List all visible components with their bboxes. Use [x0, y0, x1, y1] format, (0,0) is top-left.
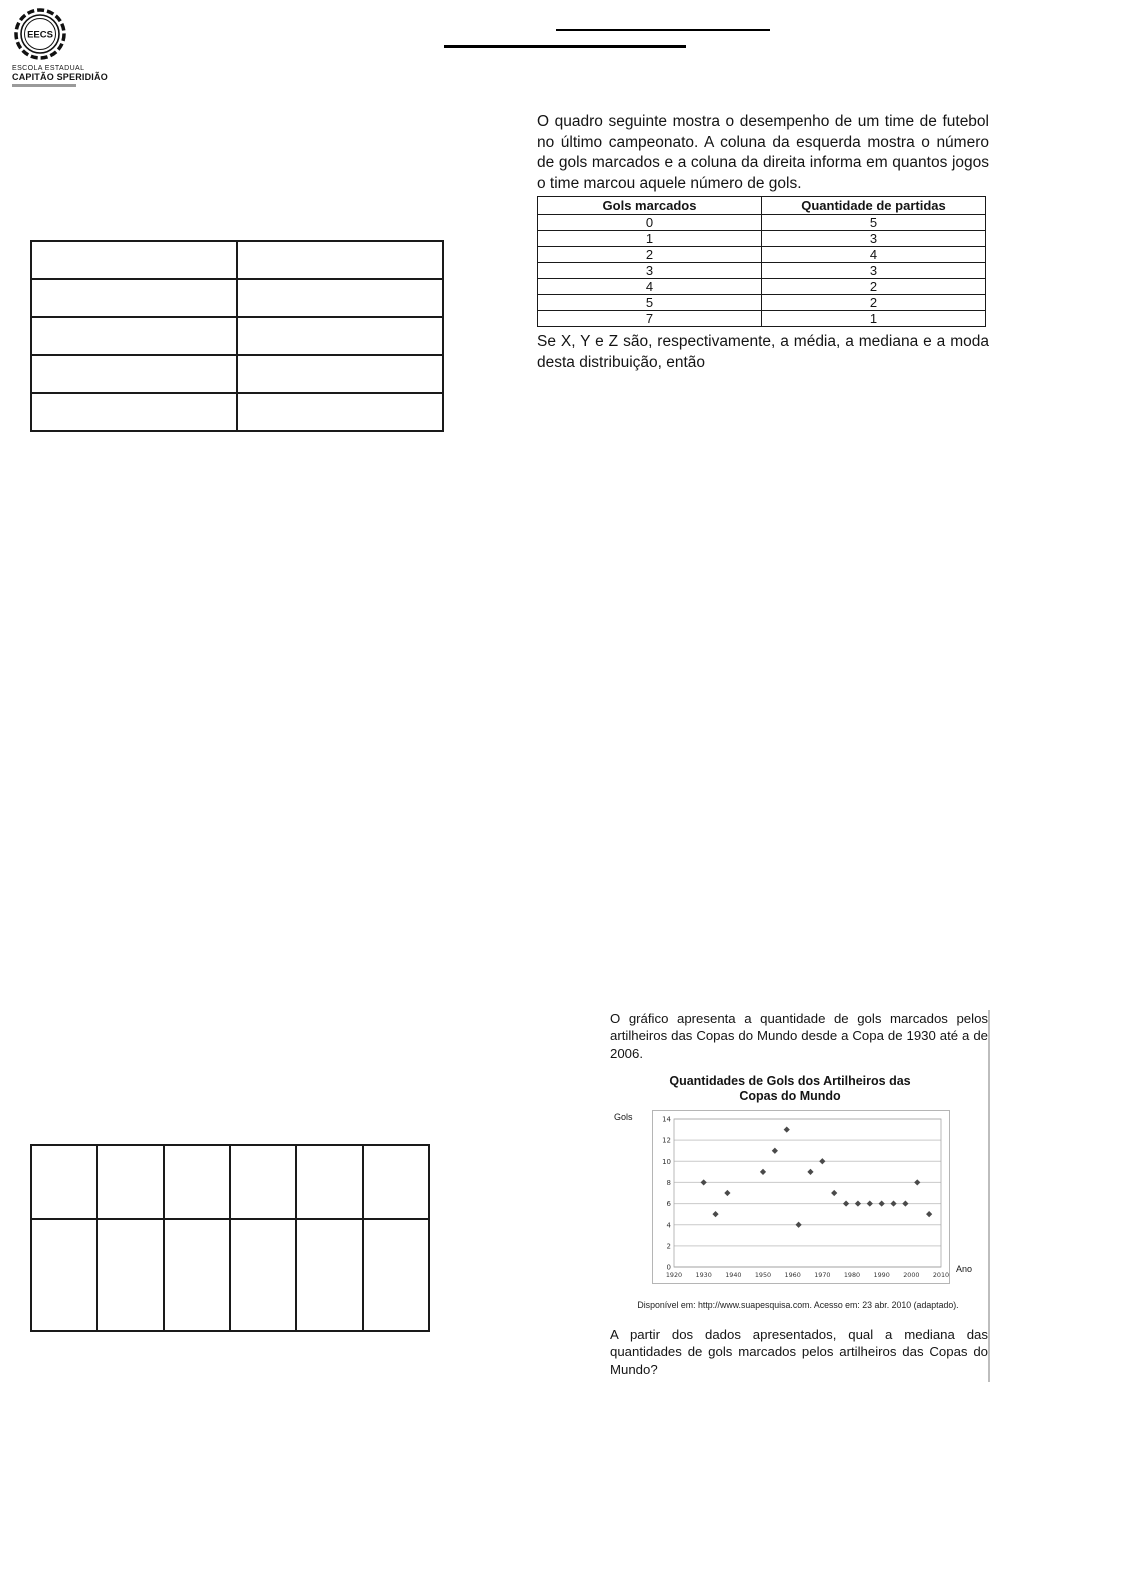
school-logo: [12, 6, 142, 87]
header-blank-line-1: [556, 29, 770, 31]
logo-acronym: EECS: [27, 29, 53, 41]
chart-title: Quantidades de Gols dos Artilheiros das Copas do Mundo: [669, 1074, 911, 1103]
svg-text:10: 10: [662, 1157, 671, 1166]
question1-statement: Se X, Y e Z são, respectivamente, a média, a mediana e a moda desta distribuição, então: [537, 333, 989, 371]
svg-text:1990: 1990: [873, 1271, 890, 1279]
table-row: [31, 1219, 429, 1331]
logo-school-line1: ESCOLA ESTADUAL: [12, 65, 85, 72]
goals-table-header-gols: Gols marcados: [538, 197, 762, 215]
svg-text:1940: 1940: [725, 1271, 742, 1279]
svg-text:4: 4: [666, 1221, 671, 1230]
scatter-plot: [653, 1111, 949, 1283]
goals-table: [537, 196, 986, 327]
svg-text:8: 8: [666, 1179, 671, 1188]
table-row: [31, 393, 443, 431]
chart-source-note: Disponível em: http://www.suapesquisa.com. Acesso em: 23 abr. 2010 (adaptado).: [637, 1300, 959, 1310]
scatter-chart: [612, 1110, 984, 1300]
svg-text:2010: 2010: [932, 1271, 949, 1279]
empty-table-bottom-left: [30, 1144, 430, 1332]
svg-text:14: 14: [662, 1115, 671, 1124]
svg-text:1920: 1920: [665, 1271, 683, 1279]
table-row: 4 2: [538, 279, 986, 295]
svg-text:12: 12: [662, 1136, 671, 1145]
header-blank-line-2: [444, 45, 686, 48]
table-row: [31, 355, 443, 393]
svg-text:1980: 1980: [843, 1271, 861, 1279]
column-rule: [988, 1010, 990, 1382]
y-axis-label: Gols: [614, 1112, 633, 1122]
svg-text:1930: 1930: [695, 1271, 712, 1279]
goals-table-header-row: [538, 197, 986, 215]
x-axis-label: Ano: [956, 1264, 973, 1274]
plot-area: [652, 1110, 950, 1284]
table-row: [31, 317, 443, 355]
table-row: 7 1: [538, 311, 986, 327]
question2-statement: A partir dos dados apresentados, qual a mediana das quantidades de gols marcados pelos artilheiros das Copas do Mundo?: [610, 1327, 988, 1377]
svg-text:1950: 1950: [754, 1271, 772, 1279]
school-crest-icon: [12, 6, 68, 64]
table-row: 2 4: [538, 247, 986, 263]
svg-text:1960: 1960: [784, 1271, 801, 1279]
table-row: 1 3: [538, 231, 986, 247]
table-row: [31, 1145, 429, 1219]
svg-text:1970: 1970: [814, 1271, 831, 1279]
question1-intro: O quadro seguinte mostra o desempenho de um time de futebol no último campeonato. A coluna da esquerda mostra o número de gols marcados e a coluna da direita informa em quantos jogos o time marcou aquele número de gols.: [537, 113, 989, 192]
svg-text:0: 0: [666, 1263, 671, 1272]
question2-intro: O gráfico apresenta a quantidade de gols marcados pelos artilheiros das Copas do Mundo desde a Copa de 1930 até a de 2006.: [610, 1011, 988, 1061]
svg-text:2000: 2000: [903, 1271, 920, 1279]
table-row: 3 3: [538, 263, 986, 279]
goals-table-header-partidas: Quantidade de partidas: [762, 197, 986, 215]
table-row: [31, 241, 443, 279]
table-row: 0 5: [538, 215, 986, 231]
table-row: [31, 279, 443, 317]
logo-fine-print: [12, 84, 76, 87]
logo-school-line2: CAPITÃO SPERIDIÃO: [12, 72, 108, 82]
empty-table-top-left: [30, 240, 444, 432]
svg-text:2: 2: [666, 1242, 671, 1251]
table-row: 5 2: [538, 295, 986, 311]
svg-text:6: 6: [666, 1200, 671, 1209]
